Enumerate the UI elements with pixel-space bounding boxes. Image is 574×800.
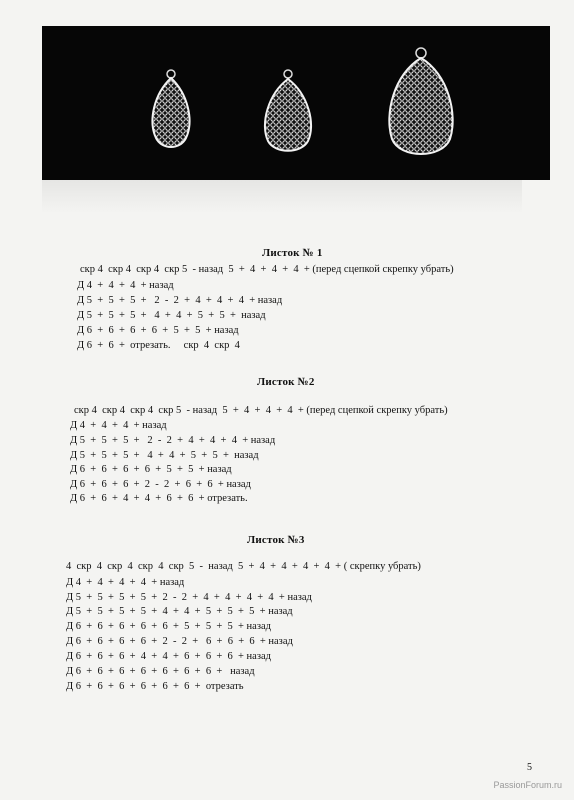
- section-1-title: Листок № 1: [262, 247, 323, 259]
- section-1-line: Д 4 + 4 + 4 + назад: [77, 280, 174, 291]
- section-3-line: Д 6 + 6 + 6 + 6 + 6 + 6 + отрезать: [66, 681, 244, 692]
- section-3-line: Д 6 + 6 + 6 + 4 + 4 + 6 + 6 + 6 + назад: [66, 651, 271, 662]
- section-3-line: Д 5 + 5 + 5 + 5 + 2 - 2 + 4 + 4 + 4 + 4 + назад: [66, 592, 312, 603]
- section-2-line: Д 4 + 4 + 4 + назад: [70, 420, 167, 431]
- section-2-line: Д 5 + 5 + 5 + 2 - 2 + 4 + 4 + 4 + назад: [70, 435, 276, 446]
- section-1-line: Д 6 + 6 + отрезать. скр 4 скр 4: [77, 340, 240, 351]
- section-2-line: Д 6 + 6 + 4 + 4 + 6 + 6 + отрезать.: [70, 493, 248, 504]
- section-3-line: Д 6 + 6 + 6 + 6 + 6 + 5 + 5 + 5 + назад: [66, 621, 271, 632]
- watermark: PassionForum.ru: [493, 780, 562, 790]
- section-2-line: Д 5 + 5 + 5 + 4 + 4 + 5 + 5 + назад: [70, 450, 259, 461]
- page-number: 5: [527, 762, 532, 773]
- section-3-line: Д 6 + 6 + 6 + 6 + 6 + 6 + 6 + назад: [66, 666, 255, 677]
- section-3-line: 4 скр 4 скр 4 скр 4 скр 5 - назад 5 + 4 + 4 + 4 + 4 + ( скрепку убрать): [66, 561, 421, 572]
- section-2-line: скр 4 скр 4 скр 4 скр 5 - назад 5 + 4 + 4 + 4 + (перед сцепкой скрепку убрать): [74, 405, 448, 416]
- section-3-title: Листок №3: [247, 534, 305, 546]
- section-3-line: Д 6 + 6 + 6 + 6 + 2 - 2 + 6 + 6 + 6 + назад: [66, 636, 293, 647]
- leaf-2-image: [265, 70, 311, 151]
- section-1-line: Д 6 + 6 + 6 + 6 + 5 + 5 + назад: [77, 325, 239, 336]
- section-2-title: Листок №2: [257, 376, 315, 388]
- section-1-line: Д 5 + 5 + 5 + 4 + 4 + 5 + 5 + назад: [77, 310, 266, 321]
- photo-scan-shadow: [42, 180, 522, 214]
- section-3-line: Д 5 + 5 + 5 + 5 + 4 + 4 + 5 + 5 + 5 + назад: [66, 606, 293, 617]
- tatted-leaves-photo: [42, 26, 550, 180]
- section-2-line: Д 6 + 6 + 6 + 6 + 5 + 5 + назад: [70, 464, 232, 475]
- section-1-line: Д 5 + 5 + 5 + 2 - 2 + 4 + 4 + 4 + назад: [77, 295, 283, 306]
- section-1-line: скр 4 скр 4 скр 4 скр 5 - назад 5 + 4 + 4 + 4 + (перед сцепкой скрепку убрать): [80, 264, 454, 275]
- leaf-3-image: [389, 48, 452, 154]
- section-3-line: Д 4 + 4 + 4 + 4 + назад: [66, 577, 185, 588]
- section-2-line: Д 6 + 6 + 6 + 2 - 2 + 6 + 6 + назад: [70, 479, 251, 490]
- leaf-1-image: [152, 70, 189, 147]
